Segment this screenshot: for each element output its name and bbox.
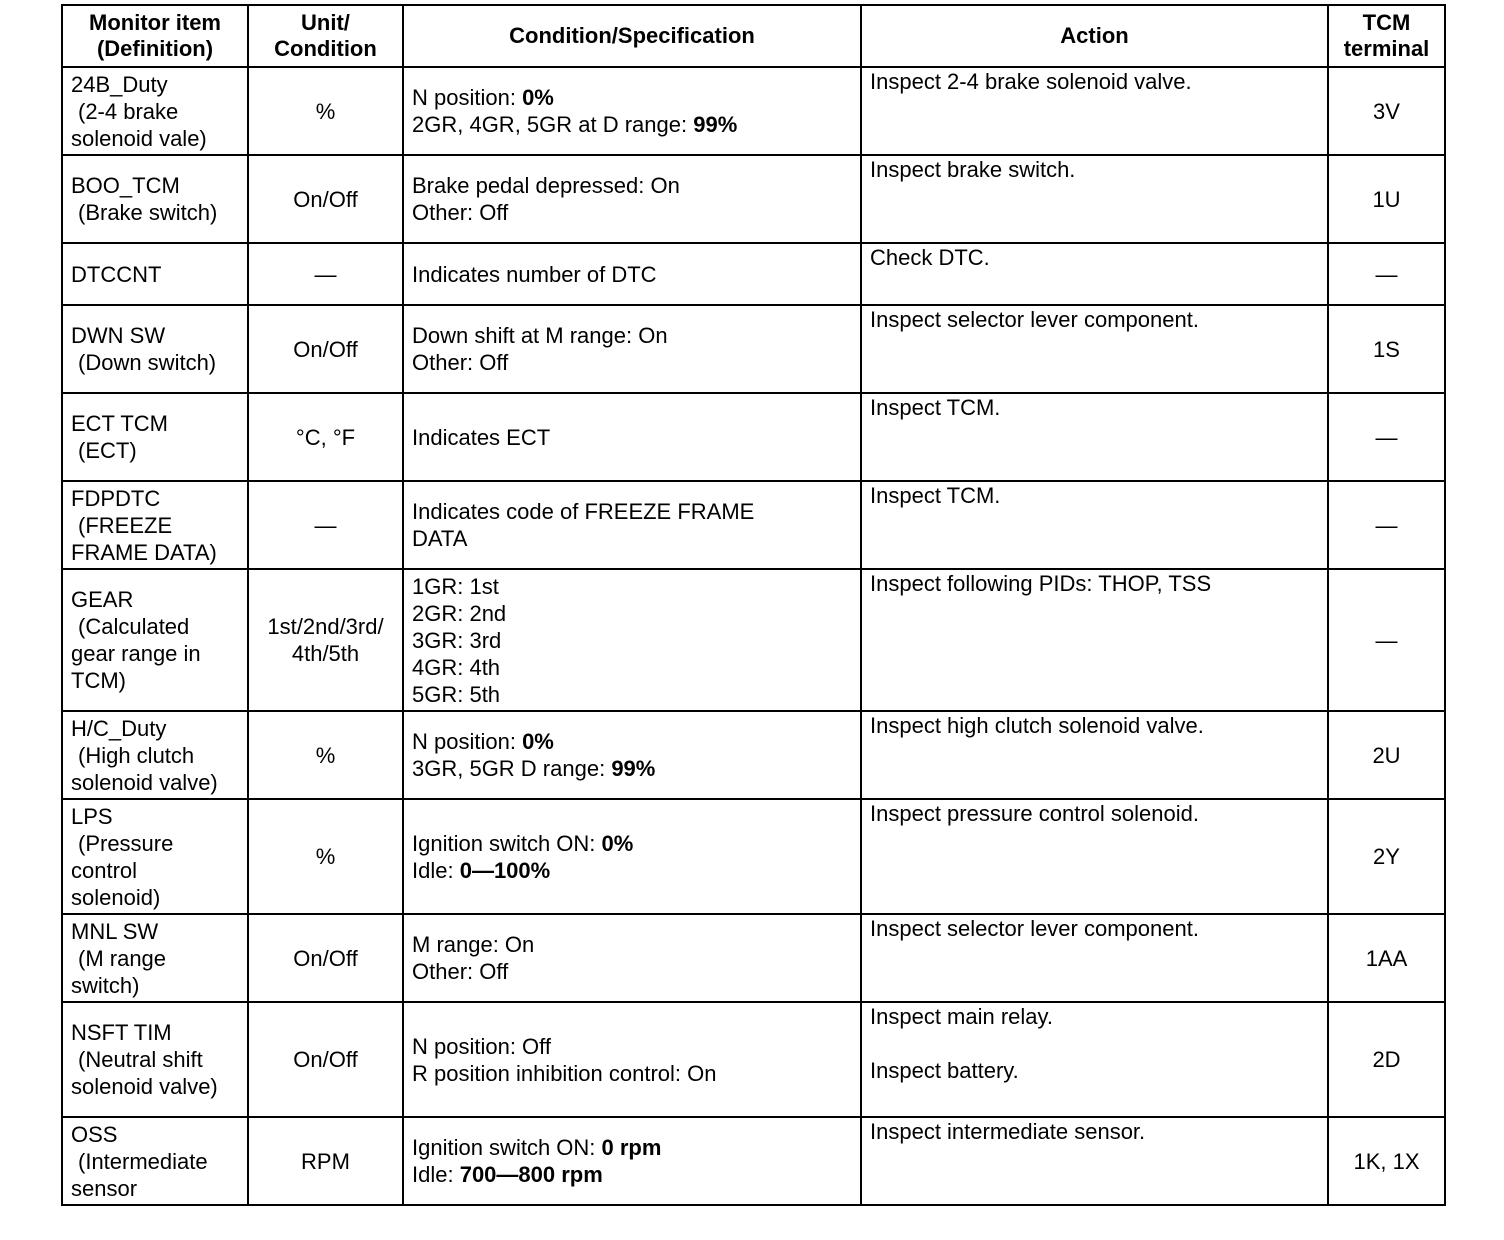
unit-cell: %: [248, 711, 403, 799]
condition-cell: Indicates number of DTC: [403, 243, 861, 305]
monitor-item-cell: DWN SW (Down switch): [62, 305, 248, 393]
monitor-item-cell: BOO_TCM (Brake switch): [62, 155, 248, 243]
terminal-cell: —: [1328, 481, 1445, 569]
table-row: [62, 393, 1445, 481]
unit-cell: %: [248, 67, 403, 155]
terminal-cell: 3V: [1328, 67, 1445, 155]
unit-cell: On/Off: [248, 914, 403, 1002]
terminal-cell: —: [1328, 243, 1445, 305]
header-action: Action: [861, 5, 1328, 67]
action-cell: Inspect selector lever component.: [861, 305, 1328, 393]
monitor-table: [61, 4, 1446, 1206]
monitor-item-cell: MNL SW (M range switch): [62, 914, 248, 1002]
condition-cell: Indicates code of FREEZE FRAME DATA: [403, 481, 861, 569]
monitor-item-cell: LPS (Pressure control solenoid): [62, 799, 248, 914]
terminal-cell: 1S: [1328, 305, 1445, 393]
action-cell: Inspect brake switch.: [861, 155, 1328, 243]
unit-cell: On/Off: [248, 1002, 403, 1117]
unit-cell: %: [248, 799, 403, 914]
terminal-cell: 1K, 1X: [1328, 1117, 1445, 1205]
table-row: [62, 799, 1445, 914]
action-cell: Inspect intermediate sensor.: [861, 1117, 1328, 1205]
terminal-cell: 2D: [1328, 1002, 1445, 1117]
unit-cell: —: [248, 243, 403, 305]
terminal-cell: —: [1328, 569, 1445, 711]
table-row: [62, 1117, 1445, 1205]
table-row: [62, 67, 1445, 155]
table-row: [62, 914, 1445, 1002]
action-cell: Inspect selector lever component.: [861, 914, 1328, 1002]
unit-cell: On/Off: [248, 155, 403, 243]
action-cell: Inspect 2-4 brake solenoid valve.: [861, 67, 1328, 155]
action-cell: Inspect TCM.: [861, 481, 1328, 569]
condition-cell: Brake pedal depressed: On Other: Off: [403, 155, 861, 243]
monitor-item-cell: NSFT TIM (Neutral shift solenoid valve): [62, 1002, 248, 1117]
monitor-item-cell: DTCCNT: [62, 243, 248, 305]
condition-cell: N position: Off R position inhibition control: On: [403, 1002, 861, 1117]
condition-cell: N position: 0% 2GR, 4GR, 5GR at D range: 99%: [403, 67, 861, 155]
action-cell: Inspect TCM.: [861, 393, 1328, 481]
table-row: [62, 155, 1445, 243]
terminal-cell: 2Y: [1328, 799, 1445, 914]
header-terminal: TCM terminal: [1328, 5, 1445, 67]
table-header-row: [62, 5, 1445, 67]
condition-cell: N position: 0% 3GR, 5GR D range: 99%: [403, 711, 861, 799]
action-cell: Inspect main relay. Inspect battery.: [861, 1002, 1328, 1117]
condition-cell: Ignition switch ON: 0 rpm Idle: 700—800 rpm: [403, 1117, 861, 1205]
monitor-item-cell: FDPDTC (FREEZE FRAME DATA): [62, 481, 248, 569]
condition-cell: Down shift at M range: On Other: Off: [403, 305, 861, 393]
unit-cell: °C, °F: [248, 393, 403, 481]
table-row: [62, 305, 1445, 393]
table-row: [62, 711, 1445, 799]
monitor-item-cell: OSS (Intermediate sensor: [62, 1117, 248, 1205]
unit-cell: RPM: [248, 1117, 403, 1205]
table-row: [62, 569, 1445, 711]
table-row: [62, 481, 1445, 569]
condition-cell: M range: On Other: Off: [403, 914, 861, 1002]
terminal-cell: 1U: [1328, 155, 1445, 243]
unit-cell: —: [248, 481, 403, 569]
header-unit: Unit/ Condition: [248, 5, 403, 67]
condition-cell: Indicates ECT: [403, 393, 861, 481]
unit-cell: On/Off: [248, 305, 403, 393]
terminal-cell: —: [1328, 393, 1445, 481]
terminal-cell: 1AA: [1328, 914, 1445, 1002]
action-cell: Inspect high clutch solenoid valve.: [861, 711, 1328, 799]
unit-cell: 1st/2nd/3rd/ 4th/5th: [248, 569, 403, 711]
monitor-item-cell: 24B_Duty (2-4 brake solenoid vale): [62, 67, 248, 155]
table-row: [62, 243, 1445, 305]
action-cell: Inspect pressure control solenoid.: [861, 799, 1328, 914]
header-condition: Condition/Specification: [403, 5, 861, 67]
monitor-item-cell: GEAR (Calculated gear range in TCM): [62, 569, 248, 711]
action-cell: Inspect following PIDs: THOP, TSS: [861, 569, 1328, 711]
terminal-cell: 2U: [1328, 711, 1445, 799]
table-row: [62, 1002, 1445, 1117]
monitor-item-cell: H/C_Duty (High clutch solenoid valve): [62, 711, 248, 799]
condition-cell: 1GR: 1st 2GR: 2nd 3GR: 3rd 4GR: 4th 5GR: 5th: [403, 569, 861, 711]
monitor-item-cell: ECT TCM (ECT): [62, 393, 248, 481]
action-cell: Check DTC.: [861, 243, 1328, 305]
condition-cell: Ignition switch ON: 0% Idle: 0—100%: [403, 799, 861, 914]
header-monitor-item: Monitor item (Definition): [62, 5, 248, 67]
